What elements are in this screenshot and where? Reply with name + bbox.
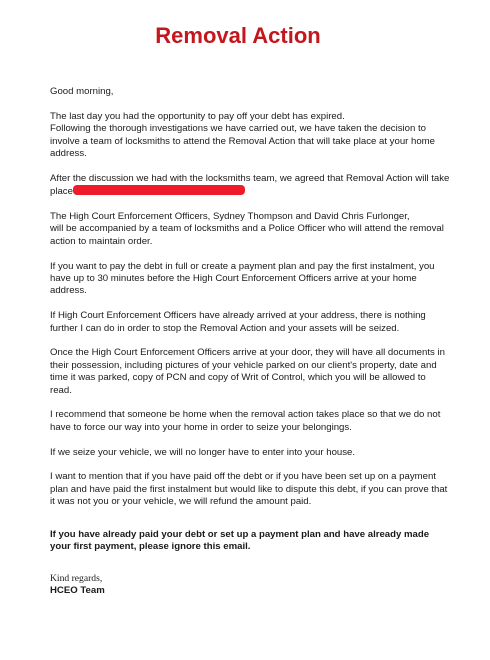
paragraph-documents: Once the High Court Enforcement Officers arrive at your door, they will have all documents in their possession, including pictures of your vehicle parked on our client's property, date and time it was parked, copy of PCN and copy of Writ of Control, which you will be allowed to read. (50, 347, 445, 396)
paragraph-vehicle: If we seize your vehicle, we will no longer have to enter into your house. (50, 446, 356, 458)
paragraph-expired-line2: Following the thorough investigations we have carried out, we have taken the decision to involve a team of locksmiths to attend the Removal Action that will take place at your home address. (50, 123, 436, 160)
signoff-closing: Kind regards, (50, 573, 103, 585)
paragraph-locksmith-text: After the discussion we had with the locksmiths team, we agreed that Removal Action will take place (50, 172, 450, 198)
signoff (50, 573, 450, 597)
ignore-notice: If you have already paid your debt or set up a payment plan and have already made your first payment, please ignore this email. (50, 528, 430, 553)
paragraph-arrived: If High Court Enforcement Officers have already arrived at your address, there is nothing further I can do in order to stop the Removal Action and your assets will be seized. (50, 310, 426, 334)
letter-body (50, 86, 450, 597)
paragraph-payment-window: If you want to pay the debt in full or create a payment plan and pay the first instalment, you have up to 30 minutes before the High Court Enforcement Officers arrive at your home address. (50, 260, 435, 297)
paragraph-dispute: I want to mention that if you have paid off the debt or if you have been set up on a payment plan and have paid the first instalment but would like to dispute this debt, if you can prove that it was not you or your vehicle, we will refund the amount paid. (50, 471, 448, 508)
redaction-mark (73, 185, 245, 195)
paragraph-locksmith-agreement (50, 173, 450, 199)
paragraph-officers (50, 211, 450, 248)
greeting: Good morning, (50, 86, 114, 97)
paragraph-officers-line2: will be accompanied by a team of locksmiths and a Police Officer who will attend the removal action to maintain order. (50, 223, 444, 247)
paragraph-expired (50, 111, 450, 161)
document-title: Removal Action (155, 23, 321, 48)
signoff-team: HCEO Team (50, 585, 105, 597)
paragraph-expired-line1: The last day you had the opportunity to pay off your debt has expired. (50, 110, 345, 122)
paragraph-officers-line1: The High Court Enforcement Officers, Sydney Thompson and David Chris Furlonger, (50, 211, 410, 223)
paragraph-recommend-home: I recommend that someone be home when the removal action takes place so that we do not have to force our way into your home in order to seize your belongings. (50, 409, 441, 433)
